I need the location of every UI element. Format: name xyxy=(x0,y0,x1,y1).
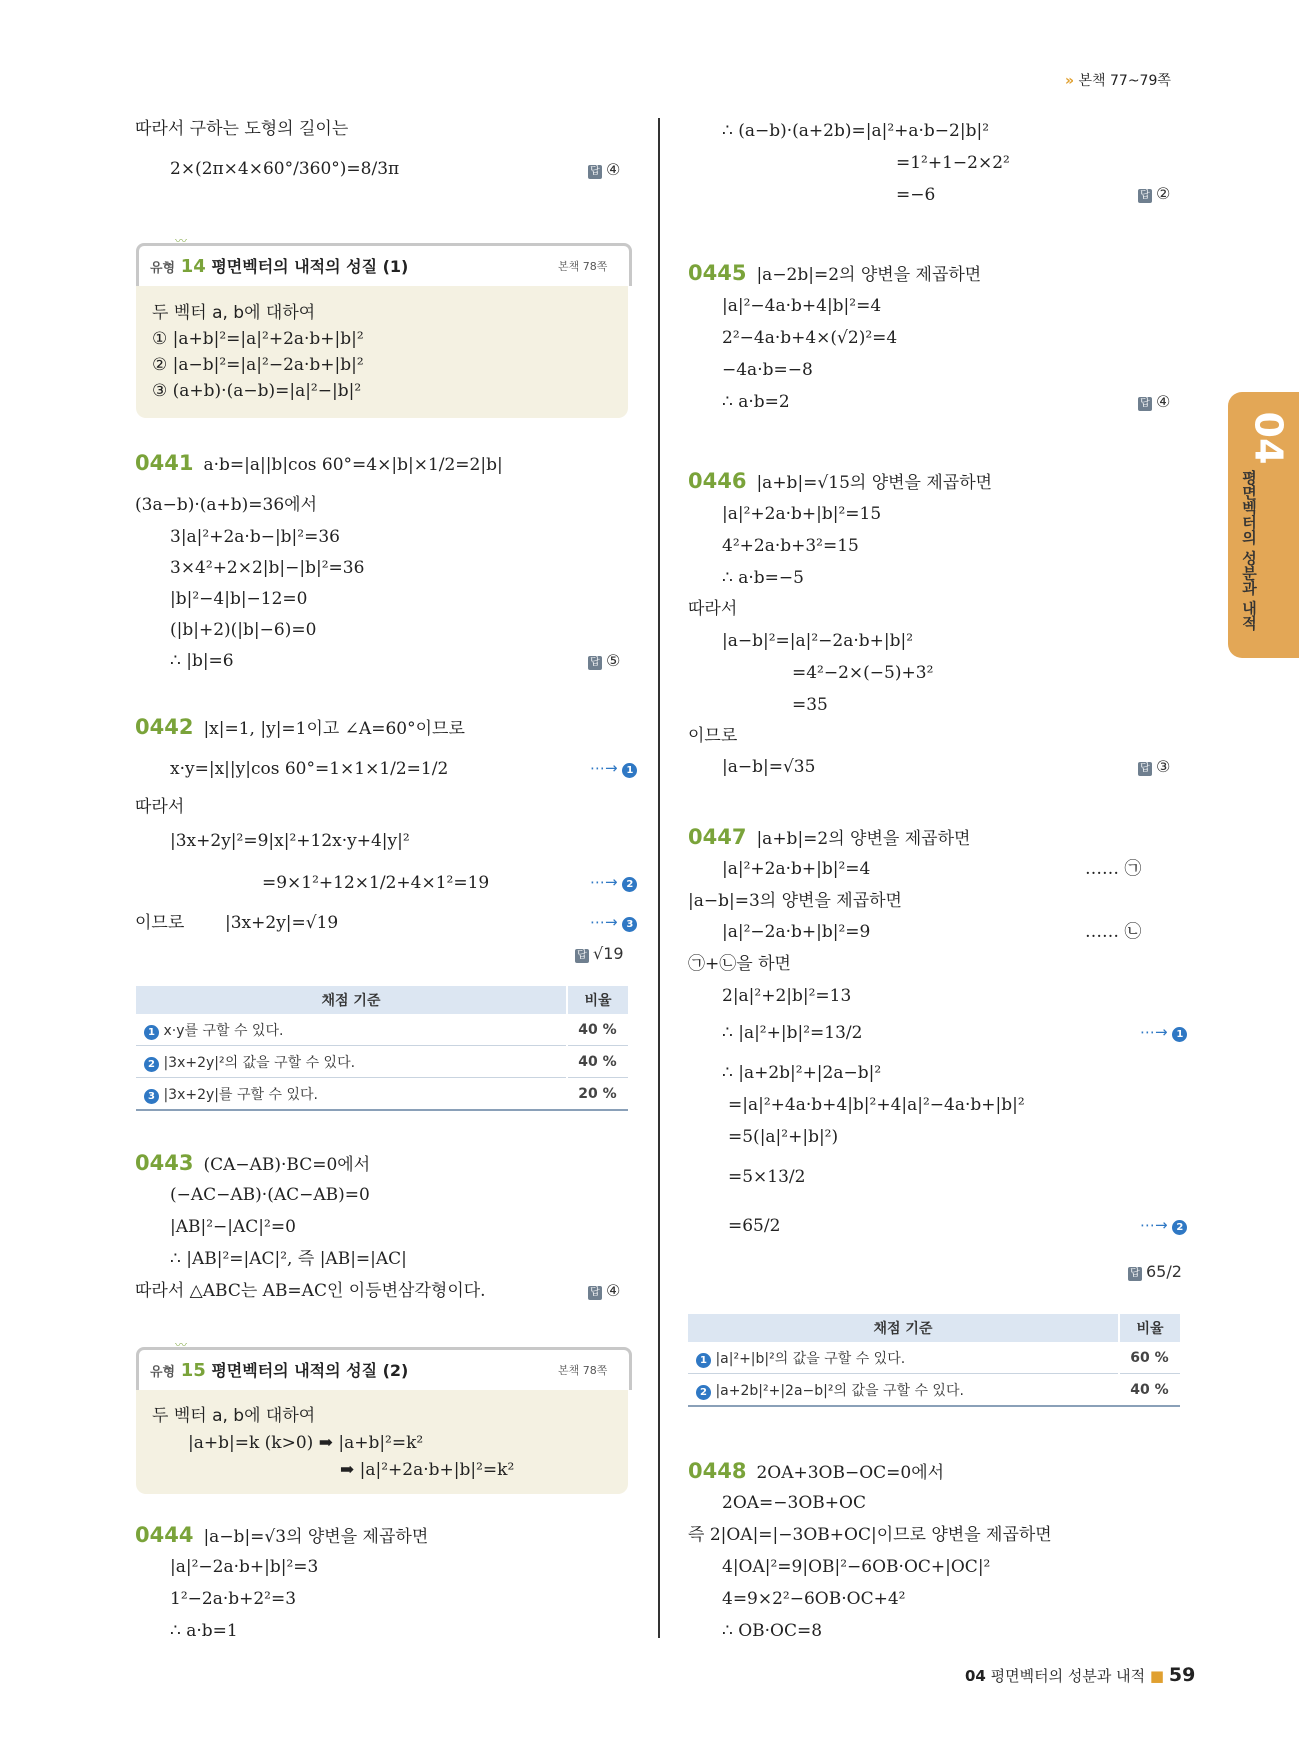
answer-icon: 답 xyxy=(575,949,589,963)
type14-line: ② |a−b|²=|a|²−2a·b+|b|² xyxy=(152,355,364,375)
answer: 답 ⑤ xyxy=(588,651,620,670)
solution-line: ∴ (a−b)·(a+2b)=|a|²+a·b−2|b|² xyxy=(722,121,990,141)
problem-0442: 0442 |x|=1, |y|=1이고 ∠A=60°이므로 xyxy=(135,715,465,739)
solution-line: ∴ a·b=1 xyxy=(170,1621,238,1641)
answer: 답 ② xyxy=(1138,184,1170,203)
solution-line: (−AC−AB)·(AC−AB)=0 xyxy=(170,1185,370,1205)
solution-line: 즉 2|OA|=|−3OB+OC|이므로 양변을 제곱하면 xyxy=(688,1525,1052,1545)
solution-line: |3x+2y|=√19 xyxy=(225,913,339,933)
grading-table-2 xyxy=(688,1314,1180,1407)
solution-line: |a|²−2a·b+|b|²=9 xyxy=(722,922,871,942)
solution-line: =4²−2×(−5)+3² xyxy=(792,663,934,683)
solution-line: 4=9×2²−6OB·OC+4² xyxy=(722,1589,906,1609)
solution-line: 2OA=−3OB+OC xyxy=(722,1493,866,1513)
table-row: 3 |3x+2y|를 구할 수 있다. 20 % xyxy=(136,1078,628,1111)
solution-line: (|b|+2)(|b|−6)=0 xyxy=(170,620,317,640)
problem-0448: 0448 2OA+3OB−OC=0에서 xyxy=(688,1459,945,1483)
answer-icon: 답 xyxy=(588,1286,602,1300)
answer: 답 √19 xyxy=(575,944,624,963)
answer: 답 ③ xyxy=(1138,757,1170,776)
intro-equation: 2×(2π×4×60°/360°)=8/3π xyxy=(170,159,400,179)
solution-line: ∴ |a+2b|²+|2a−b|² xyxy=(722,1063,882,1083)
type14-line: 두 벡터 a, b에 대하여 xyxy=(152,303,316,323)
answer-icon: 답 xyxy=(1128,1267,1142,1281)
equation-tag: …… ㉡ xyxy=(1085,922,1142,942)
type14-ref: 본책 78쪽 xyxy=(558,260,608,273)
solution-line: |a|²+2a·b+|b|²=15 xyxy=(722,504,882,524)
solution-line: 3|a|²+2a·b−|b|²=36 xyxy=(170,527,340,547)
solution-line: =5×13/2 xyxy=(728,1167,806,1187)
table-row: 2 |3x+2y|²의 값을 구할 수 있다. 40 % xyxy=(136,1046,628,1078)
type15-line: |a+b|=k (k>0) ➡ |a+b|²=k² xyxy=(188,1433,424,1453)
solution-line: |a−b|²=|a|²−2a·b+|b|² xyxy=(722,631,914,651)
side-tab-number: 04 xyxy=(1246,411,1291,465)
column-divider xyxy=(658,118,660,1638)
solution-line: =5(|a|²+|b|²) xyxy=(728,1127,839,1147)
solution-line: 이므로 xyxy=(135,913,185,933)
problem-0445: 0445 |a−2b|=2의 양변을 제곱하면 xyxy=(688,261,982,285)
type14-line: ① |a+b|²=|a|²+2a·b+|b|² xyxy=(152,329,364,349)
solution-line: ∴ OB·OC=8 xyxy=(722,1621,823,1641)
solution-line: ㉠+㉡을 하면 xyxy=(688,954,791,974)
solution-line: 따라서 xyxy=(135,797,185,817)
type15-ref: 본책 78쪽 xyxy=(558,1364,608,1377)
solution-line: =65/2 xyxy=(728,1216,781,1236)
solution-line: 이므로 xyxy=(688,726,738,746)
type15-line: ➡ |a|²+2a·b+|b|²=k² xyxy=(340,1460,515,1480)
solution-line: |a−b|=√35 xyxy=(722,757,816,777)
type14-heading: 유형 14 평면벡터의 내적의 성질 (1) xyxy=(150,256,409,277)
solution-line: (3a−b)·(a+b)=36에서 xyxy=(135,495,317,515)
wave-decoration-icon: 〰 xyxy=(175,1338,188,1352)
step-marker: ⋯→ 1 xyxy=(1140,1023,1187,1042)
solution-line: =35 xyxy=(792,695,828,715)
solution-line: 4²+2a·b+3²=15 xyxy=(722,536,859,556)
solution-line: x·y=|x||y|cos 60°=1×1×1/2=1/2 xyxy=(170,759,449,779)
table-header: 채점 기준 xyxy=(688,1314,1119,1342)
type15-heading: 유형 15 평면벡터의 내적의 성질 (2) xyxy=(150,1360,409,1381)
equation-tag: …… ㉠ xyxy=(1085,859,1142,879)
solution-line: 4|OA|²=9|OB|²−6OB·OC+|OC|² xyxy=(722,1557,991,1577)
page-number: 59 xyxy=(1168,1664,1196,1686)
solution-line: |a|²+2a·b+|b|²=4 xyxy=(722,859,871,879)
solution-line: |a|²−4a·b+4|b|²=4 xyxy=(722,296,882,316)
table-header: 비율 xyxy=(1119,1314,1180,1342)
problem-0446: 0446 |a+b|=√15의 양변을 제곱하면 xyxy=(688,469,993,493)
solution-line: =−6 xyxy=(896,185,936,205)
answer: 답 65/2 xyxy=(1128,1262,1182,1281)
solution-line: 1²−2a·b+2²=3 xyxy=(170,1589,297,1609)
step-marker: ⋯→ 2 xyxy=(1140,1216,1187,1235)
answer-icon: 답 xyxy=(1138,762,1152,776)
solution-line: =|a|²+4a·b+4|b|²+4|a|²−4a·b+|b|² xyxy=(728,1095,1025,1115)
solution-line: =9×1²+12×1/2+4×1²=19 xyxy=(262,873,490,893)
solution-line: ∴ |AB|²=|AC|², 즉 |AB|=|AC| xyxy=(170,1249,407,1269)
answer-icon: 답 xyxy=(588,656,602,670)
solution-line: |3x+2y|²=9|x|²+12x·y+4|y|² xyxy=(170,831,410,851)
problem-0444: 0444 |a−b|=√3의 양변을 제곱하면 xyxy=(135,1523,429,1547)
answer: 답 ④ xyxy=(588,1281,620,1300)
solution-line: 따라서 △ABC는 AB=AC인 이등변삼각형이다. xyxy=(135,1281,486,1301)
grading-table-1 xyxy=(136,986,628,1111)
answer-icon: 답 xyxy=(588,165,602,179)
answer-icon: 답 xyxy=(1138,189,1152,203)
square-bullet-icon: ■ xyxy=(1149,1667,1165,1685)
wave-decoration-icon: 〰 xyxy=(175,234,188,248)
double-chevron-icon: » xyxy=(1065,73,1075,89)
table-row: 1 x·y를 구할 수 있다. 40 % xyxy=(136,1014,628,1046)
problem-0441: 0441 a·b=|a||b|cos 60°=4×|b|×1/2=2|b| xyxy=(135,451,503,475)
solution-line: |AB|²−|AC|²=0 xyxy=(170,1217,296,1237)
table-header: 비율 xyxy=(567,986,628,1014)
side-tab-title: 평면벡터의 성분과 내적 xyxy=(1240,470,1258,631)
solution-line: ∴ |b|=6 xyxy=(170,651,234,671)
solution-line: 따라서 xyxy=(688,599,738,619)
problem-0443: 0443 (CA−AB)·BC=0에서 xyxy=(135,1151,371,1175)
answer: 답 ④ xyxy=(1138,392,1170,411)
solution-line: =1²+1−2×2² xyxy=(896,153,1010,173)
solution-line: −4a·b=−8 xyxy=(722,360,813,380)
answer-icon: 답 xyxy=(1138,397,1152,411)
problem-0447: 0447 |a+b|=2의 양변을 제곱하면 xyxy=(688,825,971,849)
table-header: 채점 기준 xyxy=(136,986,567,1014)
answer: 답 ④ xyxy=(588,160,620,179)
solution-line: ∴ a·b=−5 xyxy=(722,568,804,588)
page-footer: 04 평면벡터의 성분과 내적 ■ 59 xyxy=(965,1664,1196,1686)
solution-line: 2²−4a·b+4×(√2)²=4 xyxy=(722,328,898,348)
solution-line: 2|a|²+2|b|²=13 xyxy=(722,986,852,1006)
solution-line: 3×4²+2×2|b|−|b|²=36 xyxy=(170,558,365,578)
step-marker: ⋯→ 1 xyxy=(590,759,637,778)
table-row: 2 |a+2b|²+|2a−b|²의 값을 구할 수 있다. 40 % xyxy=(688,1374,1180,1407)
intro-text: 따라서 구하는 도형의 길이는 xyxy=(135,119,349,139)
solution-line: ∴ |a|²+|b|²=13/2 xyxy=(722,1023,863,1043)
type15-line: 두 벡터 a, b에 대하여 xyxy=(152,1406,316,1426)
step-marker: ⋯→ 2 xyxy=(590,873,637,892)
table-row: 1 |a|²+|b|²의 값을 구할 수 있다. 60 % xyxy=(688,1342,1180,1374)
solution-line: ∴ a·b=2 xyxy=(722,392,790,412)
solution-line: |a|²−2a·b+|b|²=3 xyxy=(170,1557,319,1577)
page-reference: » 본책 77~79쪽 xyxy=(1065,73,1171,89)
type14-line: ③ (a+b)·(a−b)=|a|²−|b|² xyxy=(152,381,362,401)
solution-line: |a−b|=3의 양변을 제곱하면 xyxy=(688,891,902,911)
solution-line: |b|²−4|b|−12=0 xyxy=(170,589,308,609)
step-marker: ⋯→ 3 xyxy=(590,913,637,932)
